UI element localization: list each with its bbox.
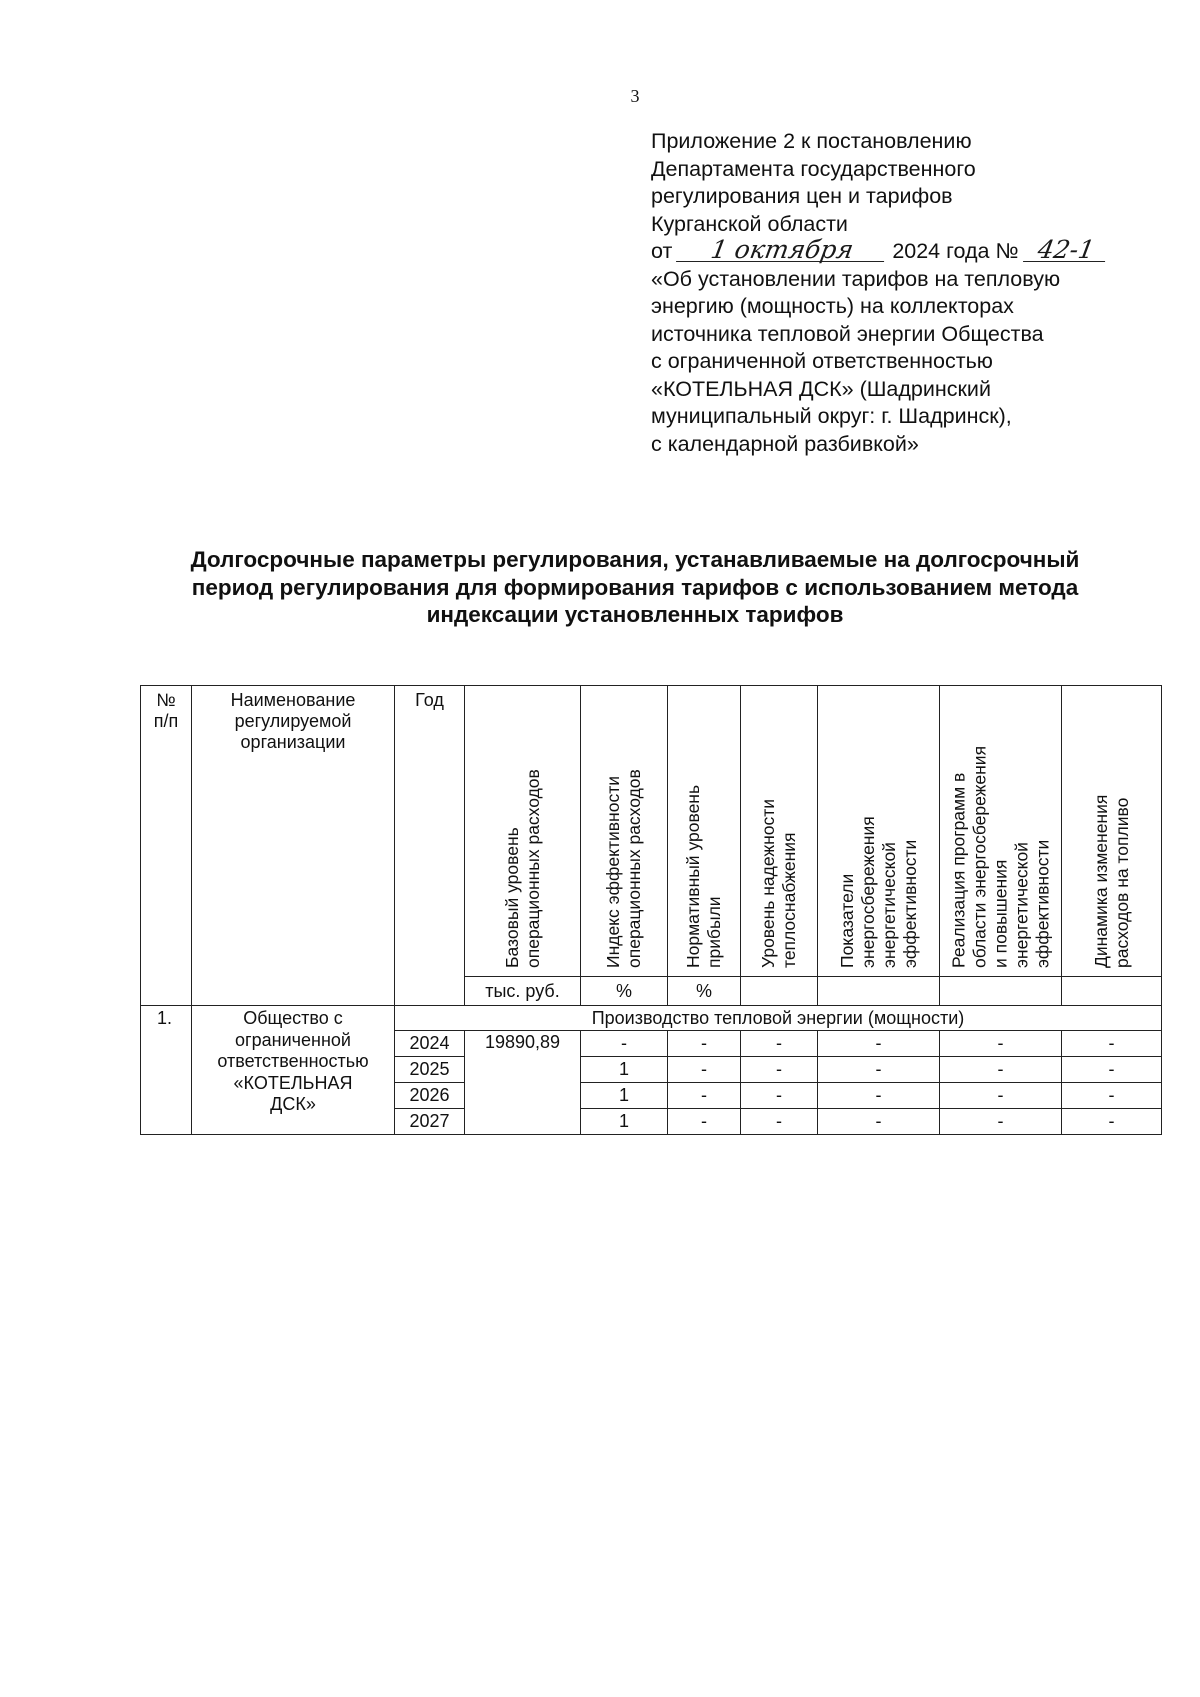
- header-line: эффективности: [899, 839, 920, 968]
- header-num-line: №: [156, 690, 176, 710]
- efficiency-index-value: 1: [581, 1083, 668, 1109]
- year-text: 2024 года №: [892, 239, 1019, 263]
- reliability-value: -: [741, 1109, 818, 1135]
- appendix-block: [651, 128, 1171, 458]
- header-line: энергетической: [1011, 842, 1031, 968]
- programs-value: -: [940, 1083, 1062, 1109]
- fuel-dynamics-value: -: [1062, 1031, 1162, 1057]
- header-org-line: Наименование: [230, 690, 356, 710]
- appendix-line: энергию (мощность) на коллекторах: [651, 294, 1014, 318]
- section-title: Производство тепловой энергии (мощности): [395, 1006, 1162, 1031]
- header-line: Базовый уровень: [501, 827, 522, 968]
- efficiency-index-value: -: [581, 1031, 668, 1057]
- header-base-level: [465, 686, 581, 977]
- year-cell: 2025: [395, 1057, 465, 1083]
- year-cell: 2026: [395, 1083, 465, 1109]
- header-profit-level: [668, 686, 741, 977]
- appendix-line: регулирования цен и тарифов: [651, 184, 953, 208]
- header-fuel-dynamics: [1062, 686, 1162, 977]
- unit-base-level: тыс. руб.: [465, 977, 581, 1006]
- header-line: эффективности: [1032, 839, 1052, 968]
- unit-empty: [741, 977, 818, 1006]
- row-number: 1.: [141, 1006, 192, 1135]
- appendix-line: источника тепловой энергии Общества: [651, 321, 1044, 346]
- efficiency-index-value: 1: [581, 1109, 668, 1135]
- header-line: теплоснабжения: [779, 832, 799, 968]
- unit-profit-level: %: [668, 977, 741, 1006]
- year-cell: 2024: [395, 1031, 465, 1057]
- header-line: расходов на топливо: [1111, 797, 1132, 968]
- efficiency-index-value: 1: [581, 1057, 668, 1083]
- profit-level-value: -: [668, 1083, 741, 1109]
- org-name-line: ДСК»: [270, 1094, 316, 1114]
- header-line: Индекс эффективности: [603, 776, 623, 968]
- appendix-line: Приложение 2 к постановлению: [651, 129, 972, 153]
- header-year: Год: [395, 686, 465, 1006]
- energy-indicators-value: -: [818, 1031, 940, 1057]
- header-line: Показатели: [836, 873, 857, 968]
- energy-indicators-value: -: [818, 1109, 940, 1135]
- appendix-line: с календарной разбивкой»: [651, 431, 919, 456]
- unit-efficiency-index: %: [581, 977, 668, 1006]
- appendix-line: «Об установлении тарифов на тепловую: [651, 266, 1061, 291]
- unit-empty: [1062, 977, 1162, 1006]
- base-level-value: 19890,89: [465, 1031, 581, 1135]
- header-line: Реализация программ в: [948, 772, 968, 968]
- header-line: операционных расходов: [522, 769, 543, 968]
- header-org: [192, 686, 395, 1006]
- energy-indicators-value: -: [818, 1083, 940, 1109]
- header-num: [141, 686, 192, 1006]
- header-line: операционных расходов: [624, 769, 644, 968]
- header-row: [141, 686, 1162, 977]
- profit-level-value: -: [668, 1057, 741, 1083]
- org-name-line: «КОТЕЛЬНАЯ: [233, 1072, 353, 1093]
- header-line: Уровень надежности: [758, 798, 778, 968]
- fuel-dynamics-value: -: [1062, 1057, 1162, 1083]
- header-org-line: регулируемой: [234, 711, 352, 731]
- reliability-value: -: [741, 1057, 818, 1083]
- header-reliability: [741, 686, 818, 977]
- org-name: [192, 1006, 395, 1135]
- header-line: прибыли: [704, 896, 724, 968]
- year-cell: 2027: [395, 1109, 465, 1135]
- header-num-line: п/п: [153, 711, 179, 731]
- handwritten-date: 1 октября: [676, 239, 888, 262]
- fuel-dynamics-value: -: [1062, 1083, 1162, 1109]
- programs-value: -: [940, 1057, 1062, 1083]
- header-programs: [940, 686, 1062, 977]
- reliability-value: -: [741, 1031, 818, 1057]
- header-efficiency-index: [581, 686, 668, 977]
- header-line: и повышения: [990, 859, 1010, 968]
- appendix-line: Департамента государственного: [651, 156, 976, 181]
- profit-level-value: -: [668, 1031, 741, 1057]
- appendix-line: «КОТЕЛЬНАЯ ДСК» (Шадринский: [651, 376, 991, 401]
- header-line: Нормативный уровень: [683, 784, 703, 968]
- header-line: энергосбережения: [857, 816, 878, 968]
- org-name-line: Общество с: [243, 1008, 343, 1028]
- page-number: 3: [630, 86, 640, 106]
- title-line: индексации установленных тарифов: [426, 602, 844, 627]
- unit-empty: [940, 977, 1062, 1006]
- programs-value: -: [940, 1109, 1062, 1135]
- org-name-line: ограниченной: [235, 1029, 351, 1050]
- section-row: [141, 1006, 1162, 1031]
- profit-level-value: -: [668, 1109, 741, 1135]
- appendix-date-line: [651, 235, 1171, 266]
- handwritten-number: 42-1: [1022, 239, 1108, 262]
- appendix-line: с ограниченной ответственностью: [651, 349, 993, 373]
- header-energy-indicators: [818, 686, 940, 977]
- fuel-dynamics-value: -: [1062, 1109, 1162, 1135]
- parameters-table: [140, 685, 1162, 1135]
- appendix-line: Курганской области: [651, 211, 848, 236]
- header-line: Динамика изменения: [1090, 794, 1111, 968]
- reliability-value: -: [741, 1083, 818, 1109]
- header-org-line: организации: [240, 732, 346, 752]
- document-title: [120, 546, 1150, 629]
- header-line: области энергосбережения: [969, 745, 989, 968]
- title-line: Долгосрочные параметры регулирования, устанавливаемые на долгосрочный: [190, 547, 1080, 572]
- energy-indicators-value: -: [818, 1057, 940, 1083]
- unit-empty: [818, 977, 940, 1006]
- org-name-line: ответственностью: [217, 1051, 369, 1071]
- title-line: период регулирования для формирования тарифов с использованием метода: [191, 574, 1079, 600]
- appendix-line: муниципальный округ: г. Шадринск),: [651, 404, 1012, 428]
- date-prefix: от: [651, 239, 673, 263]
- header-line: энергетической: [878, 842, 899, 968]
- programs-value: -: [940, 1031, 1062, 1057]
